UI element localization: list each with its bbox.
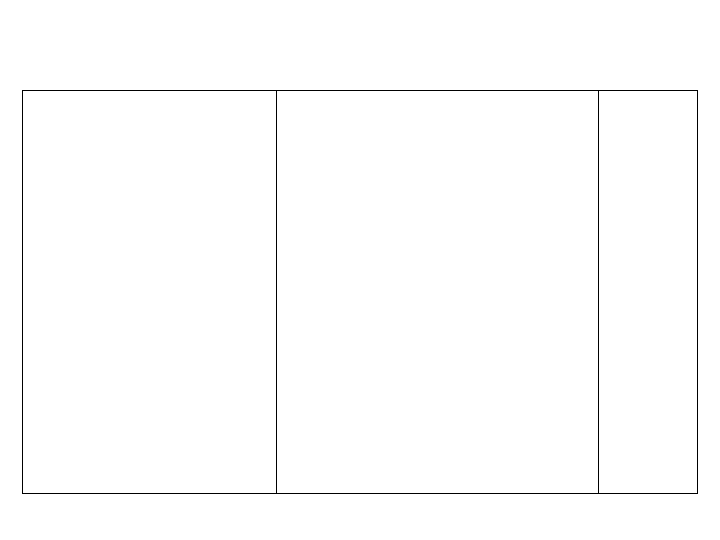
column-divider (598, 91, 599, 493)
seeding-rates-table (22, 90, 698, 494)
column-divider (276, 91, 277, 493)
